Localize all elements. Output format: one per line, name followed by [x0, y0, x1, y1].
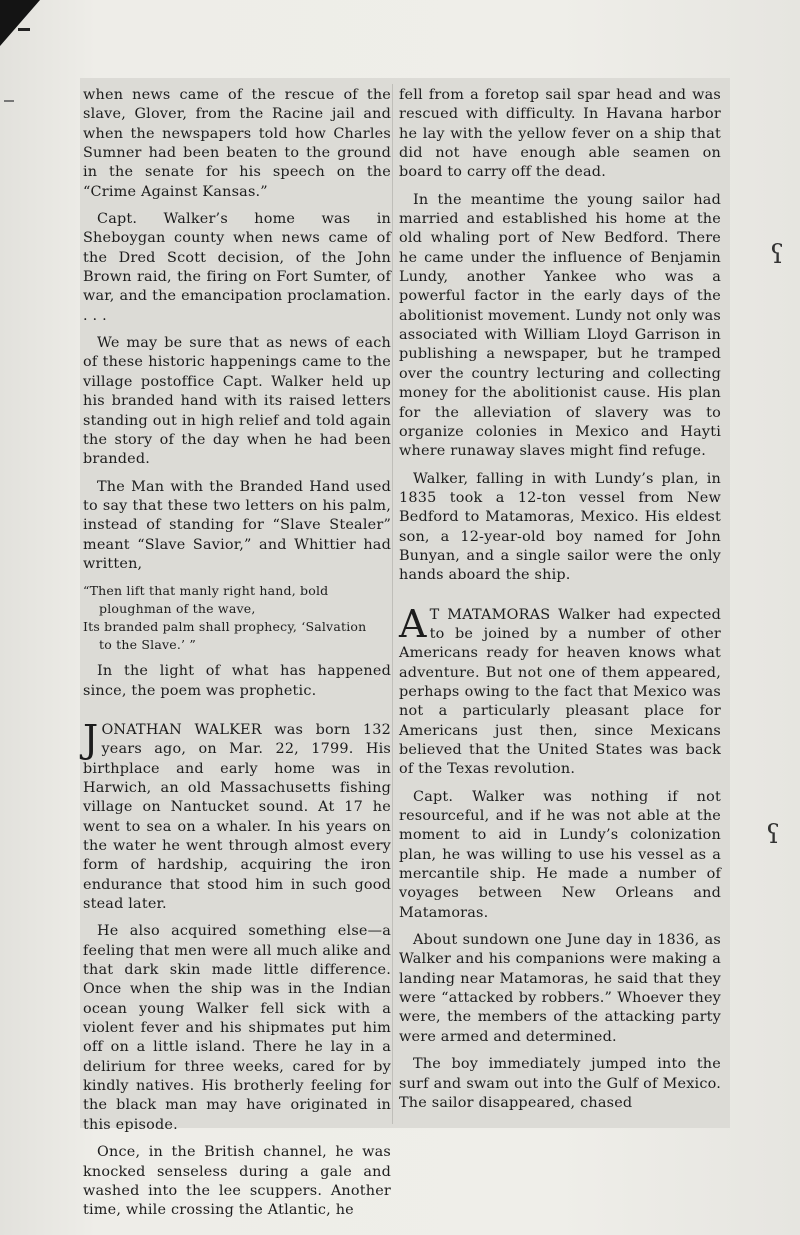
poem-line-2: ploughman of the wave,: [99, 601, 256, 617]
left-paragraph-4: The Man with the Branded Hand used to say that these two letters on his palm, instead of standing for “Slave Stealer” meant “Slave Savior,” and Whittier had written,: [83, 478, 391, 572]
right-paragraph-1: fell from a foretop sail spar head and was rescued with difficulty. In Havana harbor he lay with the yellow fever on a ship that did not have enough able seamen on board to carry off the dead.: [399, 87, 721, 181]
right-section-paragraph-1: [399, 601, 721, 780]
right-paragraph-3: Walker, falling in with Lundy’s plan, in 1835 took a 12-ton vessel from New Bedford to Matamoras, Mexico. His eldest son, a 12-year-old boy named for John Bunyan, and a single sailor were the only hands aboard the ship.: [399, 470, 721, 584]
dropcap-j: J: [83, 716, 99, 761]
margin-mark-lower: ʕ: [766, 820, 780, 850]
margin-mark-upper: ʕ: [770, 240, 784, 270]
left-column: [83, 86, 391, 1229]
page-corner-shadow: [0, 0, 40, 46]
right-section-paragraph-3: About sundown one June day in 1836, as Walker and his companions were making a landing near Matamoras, he said that they were “attacked by robbers.” Whoever they were, the members of the attacking party were armed and determined.: [399, 932, 721, 1045]
poem-line-3: Its branded palm shall prophecy, ‘Salvation: [83, 619, 367, 635]
right-section-paragraph-1-text: T MATAMORAS Walker had expected to be joined by a number of other Americans ready for heaven knows what adventure. But not one of them appeared, perhaps owing to the fact that Mexico was not a particularly pleasant place for Americans just then, since Mexicans believed that the United States was back of the Texas revolution.: [399, 606, 721, 778]
right-section-matamoras: [399, 601, 721, 1114]
left-paragraph-1: when news came of the rescue of the slave, Glover, from the Racine jail and when the newspapers told how Charles Sumner had been beaten to the ground in the senate for his speech on the “Crime Against Kansas.”: [83, 87, 391, 200]
right-paragraph-2: In the meantime the young sailor had married and established his home at the old whaling port of New Bedford. There he came under the influence of Benjamin Lundy, another Yankee who was a powerful factor in the early days of the abolitionist movement. Lundy not only was associated with William Lloyd Garrison in publishing a newspaper, but he tramped over the country lecturing and collecting money for the abolitionist cause. His plan for the alleviation of slavery was to organize colonies in Mexico and Hayti where runaway slaves might find refuge.: [399, 191, 721, 460]
left-paragraph-2: Capt. Walker’s home was in Sheboygan county when news came of the Dred Scott decision, of the John Brown raid, the firing on Fort Sumter, of war, and the emancipation proclamation. . . .: [83, 211, 391, 324]
right-section-paragraph-2: Capt. Walker was nothing if not resourceful, and if he was not able at the moment to aid in Lundy’s colonization plan, he was willing to use his vessel as a mercantile ship. He made a number of voyages between New Orleans and Matamoras.: [399, 788, 721, 921]
edge-tick: [4, 100, 14, 102]
left-paragraph-3: We may be sure that as news of each of these historic happenings came to the village postoffice Capt. Walker held up his branded hand with its raised letters standing out in high relief and told again the story of the day when he had been branded.: [83, 335, 391, 468]
poem-line-4: to the Slave.’ ”: [99, 637, 196, 653]
left-section-paragraph-1-text: ONATHAN WALKER was born 132 years ago, on Mar. 22, 1799. His birthplace and early home was in Harwich, an old Massachusetts fishing village on Nantucket sound. At 17 he went to sea on a whaler. In his years on the water he went through almost every form of hardship, acquiring the iron endurance that stood him in such good stead later.: [83, 721, 391, 913]
right-column: [399, 86, 721, 1121]
left-section-walker-bio: [83, 716, 391, 1221]
left-section-paragraph-1: [83, 716, 391, 914]
left-section-paragraph-2: He also acquired something else—a feeling that men were all much alike and that dark skin made little difference. Once when the ship was in the Indian ocean young Walker fell sick with a violent fever and his shipmates put him off on a little island. There he lay in a delirium for three weeks, cared for by kindly natives. His brotherly feeling for the black man may have originated in this episode.: [83, 923, 391, 1133]
corner-mark: [18, 28, 30, 31]
dropcap-a: A: [399, 601, 427, 646]
poem-line-1: “Then lift that manly right hand, bold: [83, 583, 329, 599]
whittier-poem: [83, 582, 391, 654]
column-divider: [392, 84, 393, 1124]
left-paragraph-5: In the light of what has happened since, the poem was prophetic.: [83, 663, 391, 699]
left-section-paragraph-3: Once, in the British channel, he was knocked senseless during a gale and washed into the lee scuppers. Another time, while crossing the Atlantic, he: [83, 1144, 391, 1219]
right-section-paragraph-4: The boy immediately jumped into the surf and swam out into the Gulf of Mexico. The sailor disappeared, chased: [399, 1056, 721, 1111]
